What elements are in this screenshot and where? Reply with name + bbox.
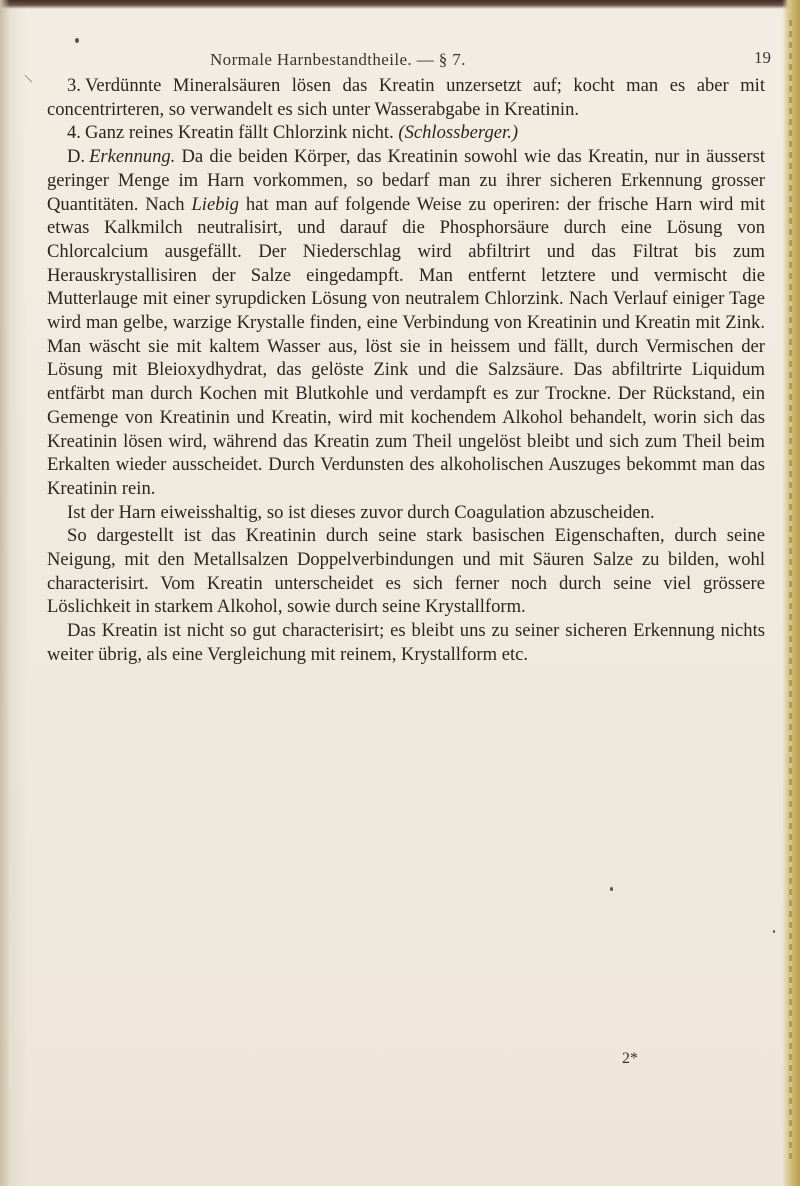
paragraph-kreatin: Das Kreatin ist nicht so gut characterisirt; es bleibt uns zu seiner sicheren Erkennung nichts weiter übrig, als eine Vergleichung mit reinem, Krystallform etc. [47, 620, 765, 665]
ink-speck [610, 887, 613, 891]
top-binding-edge [0, 0, 800, 9]
section-heading: Erkennung. [89, 146, 176, 168]
paragraph-dargestellt: So dargestellt ist das Kreatinin durch seine stark basischen Eigenschaften, durch seine Neigung, mit den Metallsalzen Doppelverbindungen und mit Säuren Salze zu bilden, wohl characterisirt. Vom Kreatin unterscheidet es sich ferner noch durch seine viel grössere Löslichkeit in starkem Alkohol, sowie durch seine Krystallform. [47, 525, 765, 618]
ink-speck [75, 38, 79, 43]
left-page-edge [0, 0, 10, 1186]
page-number: 19 [754, 48, 771, 67]
citation: (Schlossberger.) [398, 122, 519, 144]
right-edge-texture [789, 20, 792, 1160]
item-label: 4. [67, 122, 81, 144]
paragraph-text: Da die beiden Körper, das Kreatinin sowohl wie das Kreatin, nur in äusserst geringer Menge im Harn vorkommen, so bedarf man zu ihrer sicheren Erkennung grosser Quantitäten. Nach [47, 146, 765, 215]
right-page-edge [782, 0, 800, 1186]
item-label: 3. [67, 75, 81, 96]
paragraph-eiweiss: Ist der Harn eiweisshaltig, so ist dieses zuvor durch Coagulation abzuscheiden. [67, 501, 655, 523]
paragraph-text: Verdünnte Mineralsäuren lösen das Kreatin unzersetzt auf; kocht man es aber mit concentrirteren, so verwandelt es sich unter Wasserabgabe in Kreatinin. [47, 75, 765, 120]
ink-speck [773, 930, 775, 933]
author-name: Liebig [191, 193, 239, 215]
paragraph-3 [47, 74, 765, 121]
signature-mark: 2* [622, 1050, 638, 1067]
paragraph-d [47, 145, 765, 501]
paragraph-text: hat man auf folgende Weise zu operiren: der frische Harn wird mit etwas Kalkmilch neutralisirt, und darauf die Phosphorsäure durch eine Lösung von Chlorcalcium ausgefällt. Der Niederschlag wird abfiltrirt und das Filtrat bis zum Herauskrystallisiren der Salze eingedampft. Man entfernt letztere und vermischt die Mutterlauge mit einer syrupdicken Lösung von neutralem Chlorzink. Nach Verlauf einiger Tage wird man gelbe, warzige Krystalle finden, eine Verbindung von Kreatinin und Kreatin mit Zink. Man wäscht sie mit kaltem Wasser aus, löst sie in heissem und fällt, durch Vermischen der Lösung mit Bleioxydhydrat, das gelöste Zink und die Salzsäure. Das abfiltrirte Liquidum entfärbt man durch Kochen mit Blutkohle und verdampft es zur Trockne. Der Rückstand, ein Gemenge von Kreatinin und Kreatin, wird mit kochendem Alkohol behandelt, worin sich das Kreatinin lösen wird, während das Kreatin zum Theil ungelöst bleibt und sich zum Theil beim Erkalten wieder ausscheidet. Durch Verdunsten des alkoholischen Auszuges bekommt man das Kreatinin rein. [47, 193, 765, 499]
paragraph-4 [47, 121, 765, 145]
running-head: Normale Harnbestandtheile. — § 7. [210, 50, 466, 69]
paragraph-text: Ganz reines Kreatin fällt Chlorzink nicht. [84, 122, 394, 144]
section-label: D. [67, 146, 86, 168]
body-text [47, 74, 765, 667]
pencil-tick-mark: \ [23, 71, 34, 88]
